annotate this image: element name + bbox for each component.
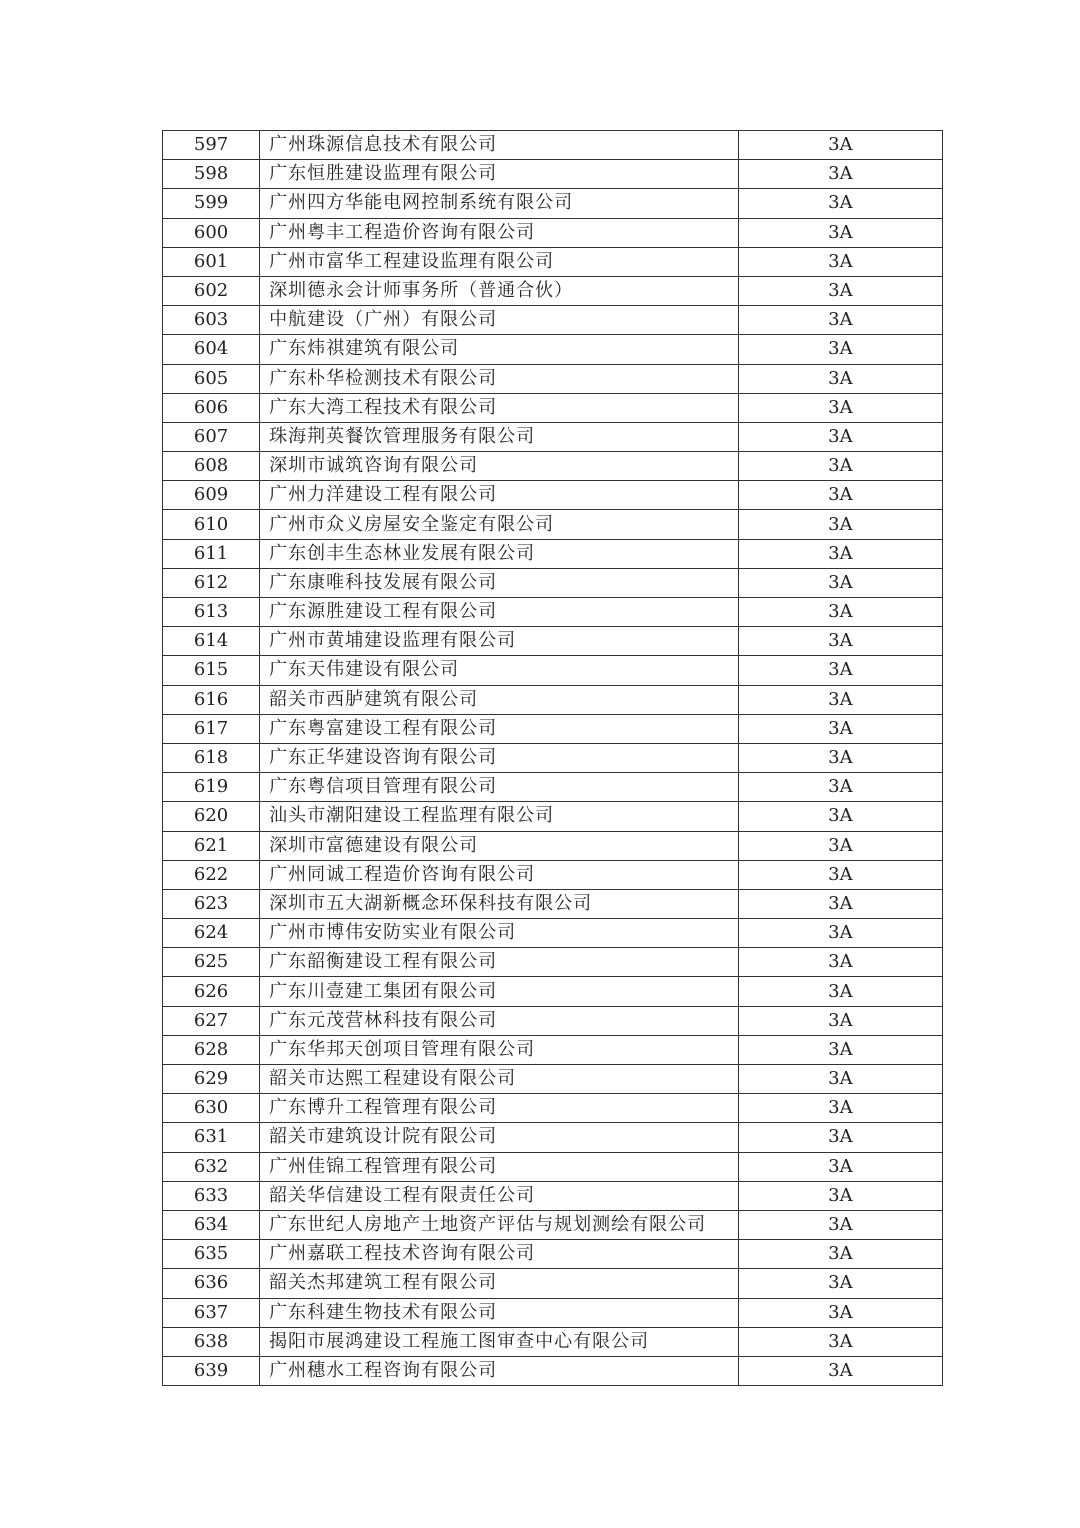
- credit-grade: 3A: [738, 481, 942, 510]
- table-row: [163, 802, 943, 831]
- row-number: 601: [163, 247, 260, 276]
- row-number: 632: [163, 1152, 260, 1181]
- credit-grade: 3A: [738, 1269, 942, 1298]
- row-number: 603: [163, 306, 260, 335]
- company-name: 广东大湾工程技术有限公司: [260, 393, 739, 422]
- credit-grade: 3A: [738, 1123, 942, 1152]
- credit-grade: 3A: [738, 452, 942, 481]
- row-number: 597: [163, 131, 260, 160]
- row-number: 605: [163, 364, 260, 393]
- company-name: 韶关杰邦建筑工程有限公司: [260, 1269, 739, 1298]
- row-number: 629: [163, 1065, 260, 1094]
- company-name: 广东川壹建工集团有限公司: [260, 977, 739, 1006]
- company-name: 广东创丰生态林业发展有限公司: [260, 539, 739, 568]
- table-row: [163, 306, 943, 335]
- company-name: 广东科建生物技术有限公司: [260, 1298, 739, 1327]
- credit-grade: 3A: [738, 335, 942, 364]
- row-number: 619: [163, 773, 260, 802]
- credit-rating-table: [162, 130, 943, 1386]
- table-row: [163, 1181, 943, 1210]
- credit-grade: 3A: [738, 131, 942, 160]
- row-number: 624: [163, 919, 260, 948]
- credit-grade: 3A: [738, 247, 942, 276]
- company-name: 广州市黄埔建设监理有限公司: [260, 627, 739, 656]
- row-number: 611: [163, 539, 260, 568]
- credit-grade: 3A: [738, 714, 942, 743]
- row-number: 622: [163, 860, 260, 889]
- table-row: [163, 510, 943, 539]
- credit-grade: 3A: [738, 189, 942, 218]
- table-row: [163, 247, 943, 276]
- row-number: 631: [163, 1123, 260, 1152]
- company-name: 广东康唯科技发展有限公司: [260, 568, 739, 597]
- credit-grade: 3A: [738, 627, 942, 656]
- company-name: 广东恒胜建设监理有限公司: [260, 160, 739, 189]
- credit-grade: 3A: [738, 1240, 942, 1269]
- company-name: 揭阳市展鸿建设工程施工图审查中心有限公司: [260, 1327, 739, 1356]
- table-row: [163, 598, 943, 627]
- row-number: 626: [163, 977, 260, 1006]
- credit-grade: 3A: [738, 1210, 942, 1239]
- table-row: [163, 685, 943, 714]
- row-number: 637: [163, 1298, 260, 1327]
- table-row: [163, 481, 943, 510]
- row-number: 616: [163, 685, 260, 714]
- table-row: [163, 1269, 943, 1298]
- row-number: 638: [163, 1327, 260, 1356]
- table-row: [163, 773, 943, 802]
- credit-grade: 3A: [738, 393, 942, 422]
- table-row: [163, 422, 943, 451]
- row-number: 604: [163, 335, 260, 364]
- row-number: 612: [163, 568, 260, 597]
- company-name: 珠海荆英餐饮管理服务有限公司: [260, 422, 739, 451]
- credit-grade: 3A: [738, 160, 942, 189]
- credit-grade: 3A: [738, 510, 942, 539]
- company-name: 广州嘉联工程技术咨询有限公司: [260, 1240, 739, 1269]
- credit-grade: 3A: [738, 773, 942, 802]
- company-name: 广东粤信项目管理有限公司: [260, 773, 739, 802]
- company-name: 广州佳锦工程管理有限公司: [260, 1152, 739, 1181]
- table-body: [163, 131, 943, 1386]
- company-name: 深圳市五大湖新概念环保科技有限公司: [260, 889, 739, 918]
- credit-grade: 3A: [738, 218, 942, 247]
- row-number: 606: [163, 393, 260, 422]
- credit-grade: 3A: [738, 598, 942, 627]
- company-name: 广东朴华检测技术有限公司: [260, 364, 739, 393]
- table-row: [163, 276, 943, 305]
- row-number: 627: [163, 1006, 260, 1035]
- row-number: 628: [163, 1035, 260, 1064]
- credit-grade: 3A: [738, 1065, 942, 1094]
- table-row: [163, 1327, 943, 1356]
- company-name: 广东源胜建设工程有限公司: [260, 598, 739, 627]
- table-row: [163, 1094, 943, 1123]
- table-row: [163, 1006, 943, 1035]
- company-name: 韶关市达熙工程建设有限公司: [260, 1065, 739, 1094]
- company-name: 广东元茂营林科技有限公司: [260, 1006, 739, 1035]
- company-name: 广州粤丰工程造价咨询有限公司: [260, 218, 739, 247]
- row-number: 615: [163, 656, 260, 685]
- company-name: 广东华邦天创项目管理有限公司: [260, 1035, 739, 1064]
- row-number: 608: [163, 452, 260, 481]
- credit-grade: 3A: [738, 919, 942, 948]
- credit-grade: 3A: [738, 539, 942, 568]
- table-row: [163, 539, 943, 568]
- row-number: 598: [163, 160, 260, 189]
- table-row: [163, 889, 943, 918]
- credit-grade: 3A: [738, 1327, 942, 1356]
- table-row: [163, 919, 943, 948]
- table-row: [163, 948, 943, 977]
- row-number: 618: [163, 743, 260, 772]
- row-number: 617: [163, 714, 260, 743]
- company-name: 广州同诚工程造价咨询有限公司: [260, 860, 739, 889]
- table-row: [163, 1356, 943, 1385]
- row-number: 602: [163, 276, 260, 305]
- row-number: 623: [163, 889, 260, 918]
- credit-grade: 3A: [738, 422, 942, 451]
- table-row: [163, 860, 943, 889]
- credit-grade: 3A: [738, 831, 942, 860]
- credit-grade: 3A: [738, 1152, 942, 1181]
- company-name: 韶关市建筑设计院有限公司: [260, 1123, 739, 1152]
- table-row: [163, 189, 943, 218]
- table-row: [163, 1210, 943, 1239]
- credit-grade: 3A: [738, 685, 942, 714]
- credit-grade: 3A: [738, 568, 942, 597]
- company-name: 广东博升工程管理有限公司: [260, 1094, 739, 1123]
- company-name: 广东天伟建设有限公司: [260, 656, 739, 685]
- credit-grade: 3A: [738, 656, 942, 685]
- row-number: 600: [163, 218, 260, 247]
- credit-grade: 3A: [738, 1356, 942, 1385]
- company-name: 广东正华建设咨询有限公司: [260, 743, 739, 772]
- row-number: 625: [163, 948, 260, 977]
- credit-grade: 3A: [738, 1006, 942, 1035]
- row-number: 620: [163, 802, 260, 831]
- company-name: 广东世纪人房地产土地资产评估与规划测绘有限公司: [260, 1210, 739, 1239]
- company-name: 中航建设（广州）有限公司: [260, 306, 739, 335]
- row-number: 636: [163, 1269, 260, 1298]
- table-row: [163, 977, 943, 1006]
- row-number: 613: [163, 598, 260, 627]
- row-number: 630: [163, 1094, 260, 1123]
- company-name: 韶关华信建设工程有限责任公司: [260, 1181, 739, 1210]
- table-row: [163, 1123, 943, 1152]
- table-row: [163, 364, 943, 393]
- company-name: 广州市富华工程建设监理有限公司: [260, 247, 739, 276]
- company-name: 广东炜祺建筑有限公司: [260, 335, 739, 364]
- credit-grade: 3A: [738, 1094, 942, 1123]
- company-name: 深圳市诚筑咨询有限公司: [260, 452, 739, 481]
- credit-grade: 3A: [738, 948, 942, 977]
- company-name: 韶关市西胪建筑有限公司: [260, 685, 739, 714]
- row-number: 614: [163, 627, 260, 656]
- company-name: 深圳市富德建设有限公司: [260, 831, 739, 860]
- company-name: 广东粤富建设工程有限公司: [260, 714, 739, 743]
- company-name: 深圳德永会计师事务所（普通合伙）: [260, 276, 739, 305]
- table-row: [163, 1152, 943, 1181]
- row-number: 621: [163, 831, 260, 860]
- table-row: [163, 1240, 943, 1269]
- table-row: [163, 1035, 943, 1064]
- company-name: 广州力洋建设工程有限公司: [260, 481, 739, 510]
- table-row: [163, 335, 943, 364]
- credit-grade: 3A: [738, 860, 942, 889]
- row-number: 639: [163, 1356, 260, 1385]
- table-row: [163, 160, 943, 189]
- table-row: [163, 1298, 943, 1327]
- row-number: 634: [163, 1210, 260, 1239]
- company-name: 广州穗水工程咨询有限公司: [260, 1356, 739, 1385]
- company-name: 广州珠源信息技术有限公司: [260, 131, 739, 160]
- table-row: [163, 831, 943, 860]
- company-name: 广州市众义房屋安全鉴定有限公司: [260, 510, 739, 539]
- company-name: 广州市博伟安防实业有限公司: [260, 919, 739, 948]
- table-row: [163, 656, 943, 685]
- credit-grade: 3A: [738, 276, 942, 305]
- table-row: [163, 714, 943, 743]
- credit-grade: 3A: [738, 743, 942, 772]
- company-name: 广东韶衡建设工程有限公司: [260, 948, 739, 977]
- credit-grade: 3A: [738, 889, 942, 918]
- row-number: 609: [163, 481, 260, 510]
- credit-grade: 3A: [738, 1035, 942, 1064]
- row-number: 599: [163, 189, 260, 218]
- credit-grade: 3A: [738, 1181, 942, 1210]
- table-row: [163, 393, 943, 422]
- table-row: [163, 568, 943, 597]
- credit-grade: 3A: [738, 977, 942, 1006]
- row-number: 633: [163, 1181, 260, 1210]
- credit-grade: 3A: [738, 364, 942, 393]
- table-row: [163, 743, 943, 772]
- table-row: [163, 131, 943, 160]
- table-row: [163, 1065, 943, 1094]
- credit-grade: 3A: [738, 306, 942, 335]
- table-row: [163, 218, 943, 247]
- row-number: 607: [163, 422, 260, 451]
- company-name: 广州四方华能电网控制系统有限公司: [260, 189, 739, 218]
- table-row: [163, 627, 943, 656]
- credit-grade: 3A: [738, 1298, 942, 1327]
- table-row: [163, 452, 943, 481]
- row-number: 635: [163, 1240, 260, 1269]
- credit-grade: 3A: [738, 802, 942, 831]
- row-number: 610: [163, 510, 260, 539]
- company-name: 汕头市潮阳建设工程监理有限公司: [260, 802, 739, 831]
